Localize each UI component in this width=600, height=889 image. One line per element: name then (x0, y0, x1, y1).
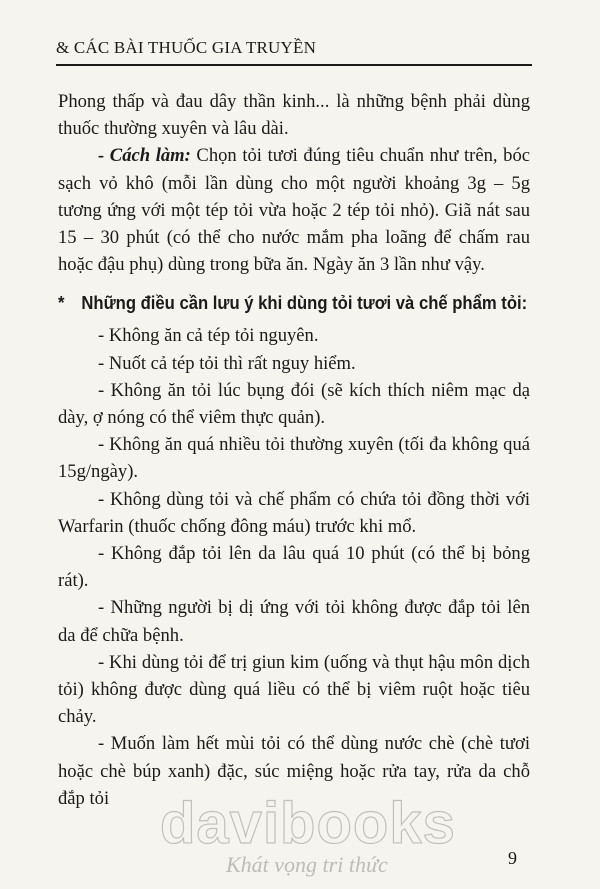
method-paragraph (58, 142, 530, 278)
note-item: - Không ăn cả tép tỏi nguyên. (98, 325, 319, 347)
note-item: - Không dùng tỏi và chế phẩm có chứa tỏi đồng thời với Warfarin (thuốc chống đông máu) trước khi mổ. (58, 488, 530, 537)
note-item: - Khi dùng tỏi để trị giun kim (uống và thụt hậu môn dịch tỏi) không được dùng quá liều có thể bị viêm ruột hoặc tiêu chảy. (58, 651, 530, 728)
section-heading-text: Những điều cần lưu ý khi dùng tỏi tươi và chế phẩm tỏi: (81, 292, 528, 314)
note-item: - Nuốt cả tép tỏi thì rất nguy hiểm. (98, 352, 356, 374)
section-heading (58, 290, 530, 316)
watermark-logo: davibooks (160, 791, 456, 856)
note-item: - Những người bị dị ứng với tỏi không được đắp tỏi lên da để chữa bệnh. (58, 597, 530, 646)
note-item: - Không ăn quá nhiều tỏi thường xuyên (tối đa không quá 15g/ngày). (58, 434, 530, 483)
page-number: 9 (508, 848, 517, 868)
method-label: - Cách làm: (98, 145, 191, 167)
intro-paragraph: Phong thấp và đau dây thần kinh... là những bệnh phải dùng thuốc thường xuyên và lâu dài. (58, 91, 530, 140)
method-text: Chọn tỏi tươi đúng tiêu chuẩn như trên, bóc sạch vỏ khô (mỗi lần dùng cho một người khoảng 3g – 5g tương ứng với một tép tỏi vừa hoặc 2 tép tỏi nhỏ). Giã nát sau 15 – 30 phút (có thể cho nước mắm pha loãng để chấm rau hoặc đậu phụ) dùng trong bữa ăn. Ngày ăn 3 lần như vậy. (58, 145, 530, 276)
note-item: - Không ăn tỏi lúc bụng đói (sẽ kích thích niêm mạc dạ dày, ợ nóng có thể viêm thực quản). (58, 379, 530, 429)
note-item: - Muốn làm hết mùi tỏi có thể dùng nước chè (chè tươi hoặc chè búp xanh) đặc, súc miệng hoặc rửa tay, rửa da chỗ đắp tỏi (58, 733, 530, 809)
asterisk-bullet: * (58, 292, 65, 314)
watermark-tagline: Khát vọng tri thức (226, 852, 388, 877)
page-body (58, 88, 530, 812)
note-item: - Không đắp tỏi lên da lâu quá 10 phút (có thể bị bỏng rát). (58, 543, 530, 592)
running-header: & CÁC BÀI THUỐC GIA TRUYỀN (56, 38, 532, 66)
